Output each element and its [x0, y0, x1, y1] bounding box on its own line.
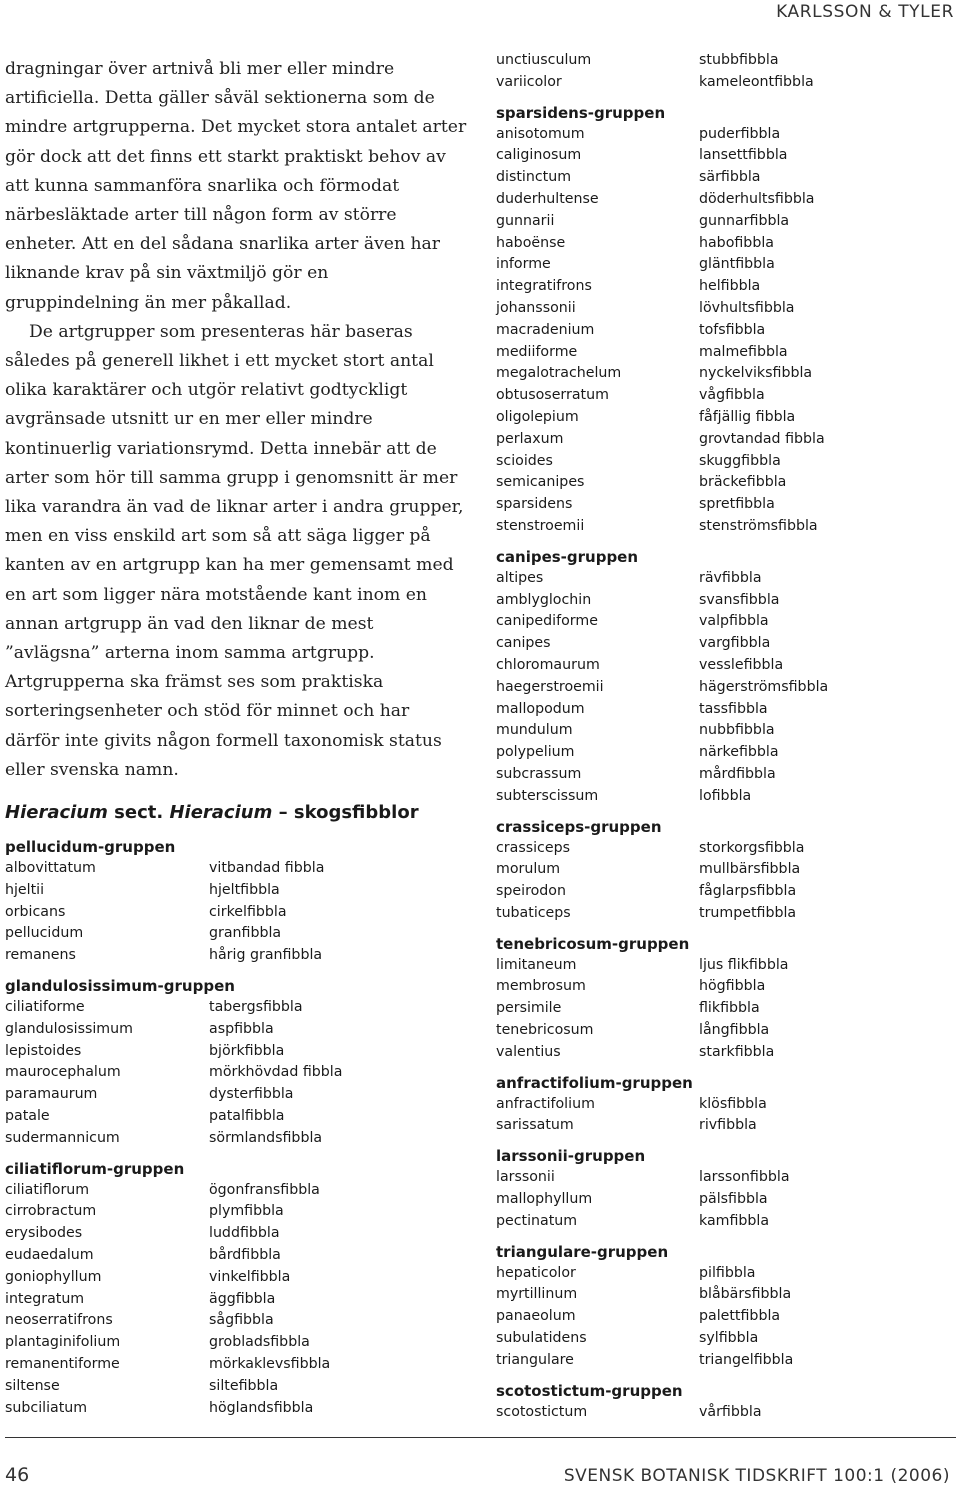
swedish-name: nubbfibbla	[699, 722, 775, 739]
species-group	[496, 50, 814, 94]
scientific-name: canipes	[496, 635, 551, 652]
species-row	[496, 472, 787, 494]
swedish-name: granfibbla	[209, 925, 282, 942]
species-row	[496, 1167, 790, 1189]
swedish-name: cirkelfibbla	[209, 903, 287, 920]
species-row	[496, 1284, 792, 1306]
species-row	[5, 858, 325, 880]
swedish-name: långfibbla	[699, 1022, 770, 1039]
swedish-name: gläntfibbla	[699, 256, 775, 273]
species-row	[496, 211, 790, 233]
species-row	[496, 677, 829, 699]
scientific-name: integratifrons	[496, 278, 592, 295]
swedish-name: närkefibbla	[699, 744, 779, 761]
scientific-name: sparsidens	[496, 496, 573, 513]
species-group	[496, 1145, 790, 1232]
scientific-name: stenstroemii	[496, 517, 585, 534]
swedish-name: rivfibbla	[699, 1117, 757, 1134]
scientific-name: paramaurum	[5, 1086, 98, 1103]
swedish-name: ögonfransfibbla	[209, 1181, 320, 1198]
swedish-name: mårdfibbla	[699, 765, 776, 782]
species-row	[5, 1310, 274, 1332]
swedish-name: mörkaklevsfibbla	[209, 1355, 331, 1372]
scientific-name: scioides	[496, 452, 553, 469]
swedish-name: döderhultsfibbla	[699, 190, 815, 207]
swedish-name: grovtandad fibbla	[699, 430, 825, 447]
swedish-name: sörmlandsfibbla	[209, 1129, 323, 1146]
swedish-name: vårfibbla	[699, 1403, 762, 1420]
species-row	[5, 945, 323, 967]
group-spacer	[496, 538, 693, 546]
swedish-name: stubbfibbla	[699, 52, 779, 68]
page-number: 46	[5, 1464, 30, 1486]
species-row	[5, 1201, 284, 1223]
species-row	[496, 998, 760, 1020]
species-row	[496, 568, 762, 590]
swedish-name: storkorgsfibbla	[699, 839, 805, 856]
swedish-name: luddfibbla	[209, 1225, 280, 1242]
swedish-name: larssonfibbla	[699, 1169, 790, 1186]
swedish-name: sylfibbla	[699, 1330, 759, 1347]
scientific-name: polypelium	[496, 744, 575, 761]
scientific-name: johanssonii	[496, 299, 576, 316]
species-row	[5, 923, 282, 945]
scientific-name: megalotrachelum	[496, 365, 622, 382]
species-row	[5, 880, 280, 902]
species-row	[5, 1019, 274, 1041]
species-group	[496, 933, 789, 1064]
swedish-name: mullbärsfibbla	[699, 861, 801, 878]
species-group	[496, 1380, 762, 1424]
species-row	[496, 655, 784, 677]
species-group	[5, 975, 343, 1150]
swedish-name: dysterfibbla	[209, 1086, 294, 1103]
scientific-name: pellucidum	[5, 925, 84, 942]
scientific-name: mallophyllum	[496, 1191, 593, 1208]
swedish-name: hjeltfibbla	[209, 881, 280, 898]
species-row	[496, 1350, 794, 1372]
scientific-name: hjeltii	[5, 881, 45, 898]
species-row	[496, 786, 752, 808]
group-spacer	[5, 967, 235, 975]
group-title: canipes-gruppen	[496, 547, 639, 566]
group-spacer	[496, 808, 693, 816]
scientific-name: sarissatum	[496, 1117, 574, 1134]
group-title: tenebricosum-gruppen	[496, 934, 690, 953]
species-row	[496, 838, 805, 860]
swedish-name: nyckelviksfibbla	[699, 365, 813, 382]
group-title: ciliatiflorum-gruppen	[5, 1159, 185, 1178]
swedish-name: valpfibbla	[699, 613, 769, 630]
species-row	[496, 320, 766, 342]
swedish-name: skuggfibbla	[699, 452, 781, 469]
swedish-name: puderfibbla	[699, 125, 781, 142]
scientific-name: orbicans	[5, 903, 66, 920]
species-row	[5, 1245, 281, 1267]
scientific-name: maurocephalum	[5, 1064, 121, 1081]
species-group	[496, 102, 825, 538]
scientific-name: semicanipes	[496, 474, 585, 491]
scientific-name: triangulare	[496, 1351, 574, 1368]
group-title: anfractifolium-gruppen	[496, 1073, 693, 1092]
scientific-name: pectinatum	[496, 1212, 578, 1229]
swedish-name: vinkelfibbla	[209, 1268, 291, 1285]
swedish-name: patalfibbla	[209, 1107, 285, 1124]
species-row	[5, 1332, 310, 1354]
group-title: pellucidum-gruppen	[5, 838, 176, 856]
paragraph: De artgrupper som presenteras här baseras således på generell likhet i ett mycket stort antal olika karaktärer och utgör relativt godtyckligt avgränsade utsnitt ur en mer eller mindre kontinuerlig variationsrymd. Detta innebär att de arter som hör till samma grupp i genomsnitt är mer lika varandra än vad de liknar arter i andra grupper, men en viss enskild art som så att säga ligger på kanten av en artgrupp kan ha mer gemensamt med en art som ligger nära motstående kant inom en annan artgrupp än vad den liknar de mest ”avlägsna” arterna inom samma artgrupp. Artgrupperna ska främst ses som praktiska sorteringsenheter och stöd för minnet och har därför inte givits någon formell taxonomisk status eller svenska namn.	[5, 321, 464, 780]
swedish-name: äggfibbla	[209, 1290, 276, 1307]
swedish-name: lansettfibbla	[699, 147, 788, 164]
group-spacer	[496, 1064, 693, 1072]
swedish-name: vitbandad fibbla	[209, 860, 325, 876]
scientific-name: patale	[5, 1107, 50, 1124]
scientific-name: duderhultense	[496, 190, 599, 207]
species-row	[496, 363, 813, 385]
species-group	[496, 546, 829, 808]
species-row	[5, 1267, 291, 1289]
scientific-name: subterscissum	[496, 787, 599, 804]
scientific-name: remanentiforme	[5, 1355, 120, 1372]
swedish-name: tofsfibbla	[699, 321, 766, 338]
species-row	[496, 1094, 767, 1116]
scientific-name: altipes	[496, 569, 544, 586]
species-row	[5, 1376, 279, 1398]
scientific-name: ciliatiforme	[5, 998, 85, 1015]
species-row	[496, 764, 776, 786]
scientific-name: larssonii	[496, 1169, 555, 1186]
species-row	[5, 902, 287, 924]
swedish-name: björkfibbla	[209, 1042, 285, 1059]
swedish-name: kamfibbla	[699, 1212, 770, 1229]
footer-divider	[5, 1437, 956, 1438]
scientific-name: amblyglochin	[496, 591, 592, 608]
species-row	[496, 254, 775, 276]
scientific-name: limitaneum	[496, 956, 577, 973]
scientific-name: hepaticolor	[496, 1264, 576, 1281]
swedish-name: lövhultsfibbla	[699, 299, 795, 316]
species-group	[5, 1158, 331, 1420]
species-row	[5, 1223, 280, 1245]
scientific-name: valentius	[496, 1043, 561, 1060]
swedish-name: fåglarpsfibbla	[699, 883, 797, 900]
scientific-name: speirodon	[496, 883, 566, 900]
scientific-name: anisotomum	[496, 125, 585, 142]
scientific-name: subulatidens	[496, 1330, 587, 1347]
scientific-name: informe	[496, 256, 551, 273]
species-row	[496, 298, 795, 320]
species-row	[496, 1020, 770, 1042]
swedish-name: kameleontfibbla	[699, 73, 814, 90]
swedish-name: pilfibbla	[699, 1264, 756, 1281]
species-list-right	[496, 50, 829, 1423]
species-row	[496, 976, 766, 998]
scientific-name: scotostictum	[496, 1403, 588, 1420]
species-row	[496, 342, 788, 364]
body-text	[5, 55, 467, 785]
scientific-name: ciliatiflorum	[5, 1181, 90, 1198]
species-row	[496, 633, 771, 655]
scientific-name: gunnarii	[496, 212, 555, 229]
scientific-name: erysibodes	[5, 1225, 83, 1242]
swedish-name: hårig granfibbla	[209, 947, 323, 964]
swedish-name: höglandsfibbla	[209, 1399, 314, 1416]
section-heading	[5, 802, 419, 823]
swedish-name: flikfibbla	[699, 1000, 760, 1017]
species-row	[496, 611, 769, 633]
swedish-name: malmefibbla	[699, 343, 788, 360]
scientific-name: chloromaurum	[496, 656, 600, 673]
swedish-name: vesslefibbla	[699, 656, 784, 673]
species-row	[496, 72, 814, 94]
species-row	[496, 407, 796, 429]
species-row	[5, 1041, 285, 1063]
swedish-name: svansfibbla	[699, 591, 780, 608]
scientific-name: mundulum	[496, 722, 573, 739]
swedish-name: bräckefibbla	[699, 474, 787, 491]
scientific-name: plantaginifolium	[5, 1334, 121, 1351]
swedish-name: rävfibbla	[699, 569, 762, 586]
scientific-name: distinctum	[496, 169, 572, 186]
scientific-name: morulum	[496, 861, 561, 878]
species-row	[5, 1180, 320, 1202]
scientific-name: integratum	[5, 1290, 85, 1307]
swedish-name: palettfibbla	[699, 1308, 781, 1325]
scientific-name: persimile	[496, 1000, 562, 1017]
scientific-name: canipediforme	[496, 613, 598, 630]
scientific-name: caliginosum	[496, 147, 582, 164]
scientific-name: haegerstroemii	[496, 678, 604, 695]
group-title: sparsidens-gruppen	[496, 103, 666, 122]
scientific-name: unctiusculum	[496, 52, 592, 68]
swedish-name: stenströmsfibbla	[699, 517, 818, 534]
species-row	[496, 742, 779, 764]
scientific-name: remanens	[5, 947, 76, 964]
species-row	[496, 1263, 756, 1285]
scientific-name: oligolepium	[496, 408, 579, 425]
swedish-name: triangelfibbla	[699, 1351, 794, 1368]
species-row	[496, 429, 825, 451]
group-title: larssonii-gruppen	[496, 1147, 646, 1166]
species-row	[496, 1402, 762, 1424]
scientific-name: albovittatum	[5, 860, 96, 876]
species-row	[496, 451, 781, 473]
swedish-name: högfibbla	[699, 978, 766, 995]
scientific-name: macradenium	[496, 321, 595, 338]
swedish-name: bårdfibbla	[209, 1246, 281, 1263]
swedish-name: spretfibbla	[699, 496, 775, 513]
group-spacer	[496, 94, 693, 102]
genus-name: Hieracium	[5, 802, 108, 823]
species-row	[496, 50, 779, 72]
species-row	[5, 1398, 314, 1420]
swedish-name: tabergsfibbla	[209, 998, 303, 1015]
scientific-name: panaeolum	[496, 1308, 576, 1325]
scientific-name: siltense	[5, 1377, 60, 1394]
species-row	[496, 1328, 759, 1350]
swedish-name: vargfibbla	[699, 635, 771, 652]
species-row	[5, 1128, 323, 1150]
swedish-name: siltefibbla	[209, 1377, 279, 1394]
group-spacer	[496, 1137, 693, 1145]
species-row	[5, 1106, 285, 1128]
species-row	[496, 1211, 770, 1233]
section-common-name: – skogsfibblor	[272, 802, 419, 823]
species-row	[5, 1289, 276, 1311]
swedish-name: lofibbla	[699, 787, 752, 804]
scientific-name: membrosum	[496, 978, 586, 995]
species-row	[496, 903, 797, 925]
scientific-name: perlaxum	[496, 430, 564, 447]
species-row	[5, 1354, 331, 1376]
section-sect: sect.	[107, 802, 170, 823]
scientific-name: mallopodum	[496, 700, 585, 717]
species-row	[496, 1042, 775, 1064]
scientific-name: glandulosissimum	[5, 1020, 133, 1037]
swedish-name: klösfibbla	[699, 1095, 767, 1112]
swedish-name: gunnarfibbla	[699, 212, 790, 229]
scientific-name: subcrassum	[496, 765, 582, 782]
species-row	[496, 233, 774, 255]
swedish-name: helfibbla	[699, 278, 761, 295]
group-spacer	[496, 1372, 693, 1380]
group-title: crassiceps-gruppen	[496, 817, 662, 836]
scientific-name: crassiceps	[496, 839, 570, 856]
scientific-name: myrtillinum	[496, 1286, 578, 1303]
group-spacer	[5, 1150, 235, 1158]
species-row	[496, 124, 781, 146]
swedish-name: tassfibbla	[699, 700, 768, 717]
species-row	[496, 516, 818, 538]
species-group	[496, 1072, 767, 1138]
swedish-name: sågfibbla	[209, 1312, 274, 1329]
swedish-name: hägerströmsfibbla	[699, 678, 829, 695]
species-group	[496, 1241, 794, 1372]
scientific-name: goniophyllum	[5, 1268, 102, 1285]
species-row	[496, 494, 775, 516]
species-group	[5, 836, 325, 967]
species-row	[5, 1084, 294, 1106]
species-row	[496, 859, 801, 881]
group-title: glandulosissimum-gruppen	[5, 976, 235, 995]
scientific-name: variicolor	[496, 73, 562, 90]
scientific-name: mediiforme	[496, 343, 578, 360]
group-title: triangulare-gruppen	[496, 1242, 669, 1261]
swedish-name: plymfibbla	[209, 1203, 284, 1220]
scientific-name: tenebricosum	[496, 1022, 594, 1039]
running-header-authors: KARLSSON & TYLER	[776, 2, 954, 22]
species-row	[496, 385, 765, 407]
species-row	[496, 1306, 781, 1328]
scientific-name: neoserratifrons	[5, 1312, 113, 1329]
species-row	[496, 955, 789, 977]
species-row	[496, 167, 761, 189]
scientific-name: subciliatum	[5, 1399, 88, 1416]
scientific-name: anfractifolium	[496, 1095, 595, 1112]
group-spacer	[496, 1233, 693, 1241]
species-row	[496, 720, 775, 742]
swedish-name: grobladsfibbla	[209, 1334, 310, 1351]
swedish-name: trumpetfibbla	[699, 904, 797, 921]
journal-title: SVENSK BOTANISK TIDSKRIFT 100:1 (2006)	[563, 1466, 950, 1486]
swedish-name: vågfibbla	[699, 387, 765, 404]
species-row	[5, 1062, 343, 1084]
swedish-name: särfibbla	[699, 169, 761, 186]
swedish-name: habofibbla	[699, 234, 774, 251]
species-row	[496, 881, 797, 903]
scientific-name: eudaedalum	[5, 1246, 94, 1263]
scientific-name: sudermannicum	[5, 1129, 120, 1146]
section-name: Hieracium	[169, 802, 273, 823]
scientific-name: haboënse	[496, 234, 566, 251]
species-row	[496, 1115, 757, 1137]
species-row	[5, 997, 303, 1019]
group-spacer	[496, 925, 693, 933]
swedish-name: blåbärsfibbla	[699, 1286, 792, 1303]
species-row	[496, 699, 768, 721]
scientific-name: lepistoides	[5, 1042, 82, 1059]
species-row	[496, 1189, 768, 1211]
species-group	[496, 816, 805, 925]
group-title: scotostictum-gruppen	[496, 1381, 683, 1400]
species-list-left	[5, 836, 343, 1419]
scientific-name: tubaticeps	[496, 904, 571, 921]
swedish-name: starkfibbla	[699, 1043, 775, 1060]
species-row	[496, 276, 761, 298]
swedish-name: fåfjällig fibbla	[699, 408, 796, 425]
scientific-name: cirrobractum	[5, 1203, 97, 1220]
swedish-name: mörkhövdad fibbla	[209, 1064, 343, 1081]
scientific-name: obtusoserratum	[496, 387, 609, 404]
swedish-name: pälsfibbla	[699, 1191, 768, 1208]
species-row	[496, 590, 780, 612]
paragraph: dragningar över artnivå bli mer eller mindre artificiella. Detta gäller såväl sektionerna som de mindre artgrupperna. Det mycket stora antalet arter gör dock att det finns ett starkt praktiskt behov av att kunna sammanföra snarlika och förmodat närbesläktade arter till någon form av större enheter. Att en del sådana snarlika arter även har liknande krav på sin växtmiljö gör en gruppindelning än mer påkallad.	[5, 59, 467, 313]
swedish-name: ljus flikfibbla	[699, 956, 789, 973]
swedish-name: aspfibbla	[209, 1020, 274, 1037]
species-row	[496, 145, 788, 167]
species-row	[496, 189, 815, 211]
